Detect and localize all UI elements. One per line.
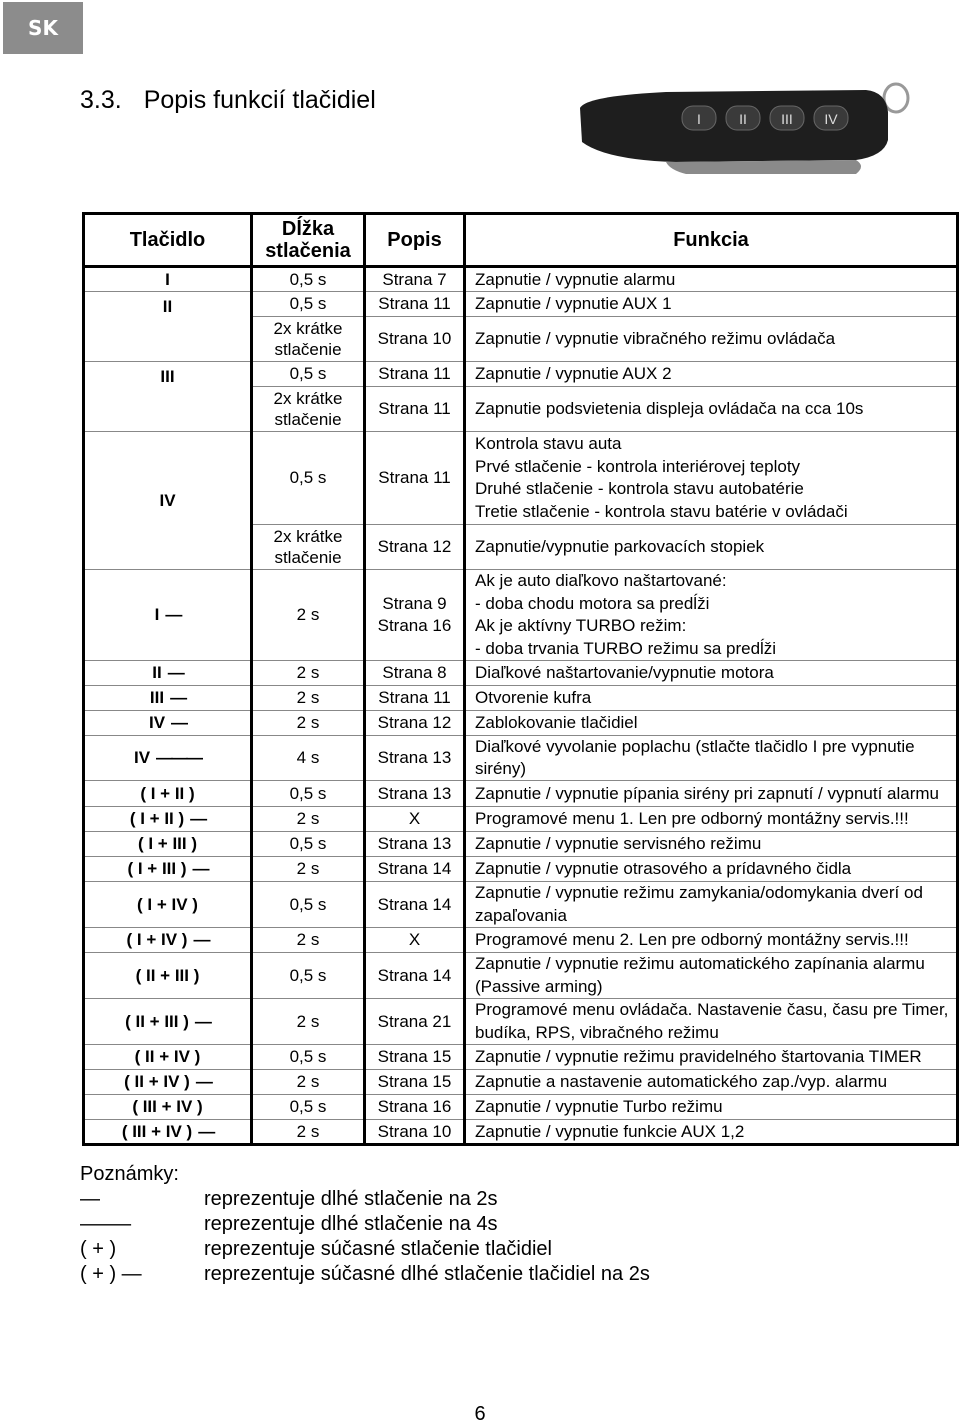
function-cell: Zapnutie podsvietenia displeja ovládača na cca 10s — [465, 387, 958, 432]
page-cell: Strana 9 Strana 16 — [365, 570, 465, 661]
table-row — [84, 953, 958, 999]
page-cell: Strana 12 — [365, 711, 465, 736]
duration-cell: 2 s — [252, 686, 365, 711]
header-duration: Dĺžka stlačenia — [252, 214, 365, 267]
button-label: ( III + IV ) — [121, 1121, 193, 1141]
button-cell — [84, 882, 252, 928]
function-cell: Zapnutie / vypnutie režimu pravidelného štartovania TIMER — [465, 1045, 958, 1070]
long-press-dash: — — [167, 663, 183, 682]
note-item — [80, 1212, 650, 1237]
function-cell: Zapnutie / vypnutie vibračného režimu ovládača — [465, 317, 958, 362]
page-cell: Strana 13 — [365, 736, 465, 781]
function-cell: Zapnutie / vypnutie režimu zamykania/odomykania dverí od zapaľovania — [465, 882, 958, 928]
table-row — [84, 1120, 958, 1145]
table-row — [84, 882, 958, 928]
page-cell: Strana 10 — [365, 1120, 465, 1145]
duration-cell: 2 s — [252, 807, 365, 832]
function-cell: Programové menu 2. Len pre odborný montážny servis.!!! — [465, 928, 958, 953]
function-cell: Zapnutie/vypnutie parkovacích stopiek — [465, 525, 958, 570]
page-cell: Strana 11 — [365, 292, 465, 317]
button-cell — [84, 781, 252, 807]
duration-cell: 2x krátke stlačenie — [252, 387, 365, 432]
page-cell: Strana 15 — [365, 1045, 465, 1070]
button-cell — [84, 1045, 252, 1070]
duration-cell: 0,5 s — [252, 292, 365, 317]
button-cell — [84, 362, 252, 432]
note-symbol: ( + ) — — [80, 1263, 142, 1285]
note-text: reprezentuje dlhé stlačenie na 2s — [204, 1188, 498, 1210]
duration-cell: 0,5 s — [252, 1045, 365, 1070]
long-press-dash: — — [195, 1072, 211, 1091]
duration-cell: 2 s — [252, 1070, 365, 1095]
long-press-dash: ——— — [156, 748, 202, 767]
header-function: Funkcia — [465, 214, 958, 267]
table-row — [84, 999, 958, 1045]
button-cell — [84, 928, 252, 953]
button-label: ( I + IV ) — [137, 894, 198, 914]
button-cell — [84, 999, 252, 1045]
table-row — [84, 686, 958, 711]
page-cell: Strana 16 — [365, 1095, 465, 1120]
duration-cell: 0,5 s — [252, 432, 365, 525]
page-cell: Strana 7 — [365, 267, 465, 292]
function-cell: Zapnutie / vypnutie otrasového a prídavného čidla — [465, 857, 958, 882]
table-row — [84, 362, 958, 387]
note-text: reprezentuje súčasné dlhé stlačenie tlačidiel na 2s — [204, 1263, 650, 1285]
button-label: IV — [133, 748, 151, 767]
section-heading — [80, 86, 376, 115]
duration-cell: 2x krátke stlačenie — [252, 525, 365, 570]
button-label: II — [152, 663, 162, 682]
button-cell — [84, 1120, 252, 1145]
button-cell — [84, 661, 252, 686]
svg-text:I: I — [697, 111, 701, 127]
svg-text:III: III — [781, 111, 793, 127]
long-press-dash: — — [193, 930, 209, 949]
page-cell: X — [365, 928, 465, 953]
button-label: ( II + III ) — [125, 1011, 189, 1031]
key-ring — [884, 84, 908, 112]
page-cell: Strana 13 — [365, 832, 465, 857]
note-text: reprezentuje dlhé stlačenie na 4s — [204, 1213, 498, 1235]
table-row — [84, 570, 958, 661]
duration-cell: 0,5 s — [252, 882, 365, 928]
page-cell: Strana 21 — [365, 999, 465, 1045]
note-symbol: — — [80, 1188, 100, 1210]
button-cell — [84, 686, 252, 711]
table-row — [84, 1095, 958, 1120]
table-header-row — [84, 214, 958, 267]
note-item — [80, 1187, 650, 1212]
table-row — [84, 432, 958, 525]
long-press-dash: — — [165, 605, 181, 624]
remote-control-image — [566, 70, 916, 210]
section-number: 3.3. — [80, 86, 122, 114]
notes-section — [80, 1162, 650, 1287]
header-page: Popis — [365, 214, 465, 267]
button-cell — [84, 1070, 252, 1095]
note-item — [80, 1237, 650, 1262]
page-cell: Strana 10 — [365, 317, 465, 362]
button-label: III — [149, 688, 165, 707]
page-cell: Strana 11 — [365, 432, 465, 525]
svg-text:II: II — [739, 111, 747, 127]
button-cell — [84, 267, 252, 292]
note-text: reprezentuje súčasné stlačenie tlačidiel — [204, 1238, 552, 1260]
table-row — [84, 928, 958, 953]
button-label: I — [165, 269, 170, 289]
duration-cell: 2 s — [252, 857, 365, 882]
function-cell: Ak je auto diaľkovo naštartované: - doba chodu motora sa predĺži Ak je aktívny TURBO režim: - doba trvania TURBO režimu sa predĺži — [465, 570, 958, 661]
page-cell: Strana 14 — [365, 857, 465, 882]
button-label: ( II + IV ) — [134, 1047, 201, 1066]
duration-cell: 0,5 s — [252, 832, 365, 857]
duration-cell: 2 s — [252, 570, 365, 661]
function-cell: Zapnutie a nastavenie automatického zap./vyp. alarmu — [465, 1070, 958, 1095]
button-label: ( I + II ) — [140, 783, 195, 803]
function-cell: Kontrola stavu auta Prvé stlačenie - kontrola interiérovej teploty Druhé stlačenie - kontrola stavu autobatérie Tretie stlačenie - kontrola stavu batérie v ovládači — [465, 432, 958, 525]
function-cell: Zapnutie / vypnutie alarmu — [465, 267, 958, 292]
duration-cell: 4 s — [252, 736, 365, 781]
duration-cell: 0,5 s — [252, 267, 365, 292]
duration-cell: 0,5 s — [252, 1095, 365, 1120]
section-title: Popis funkcií tlačidiel — [143, 86, 376, 114]
table-row — [84, 1045, 958, 1070]
table-row — [84, 832, 958, 857]
button-label: ( I + III ) — [127, 859, 187, 878]
table-row — [84, 1070, 958, 1095]
page-cell: Strana 12 — [365, 525, 465, 570]
table-row — [84, 711, 958, 736]
long-press-dash: — — [171, 713, 187, 732]
button-cell — [84, 570, 252, 661]
page-cell: Strana 11 — [365, 686, 465, 711]
button-label: III — [160, 367, 175, 386]
button-functions-table — [82, 212, 959, 1146]
function-cell: Zapnutie / vypnutie pípania sirény pri zapnutí / vypnutí alarmu — [465, 781, 958, 807]
page-number: 6 — [474, 1403, 486, 1425]
function-cell: Otvorenie kufra — [465, 686, 958, 711]
long-press-dash: — — [194, 1011, 210, 1031]
duration-cell: 2 s — [252, 711, 365, 736]
duration-cell: 2 s — [252, 1120, 365, 1145]
button-cell — [84, 432, 252, 570]
function-cell: Zapnutie / vypnutie AUX 1 — [465, 292, 958, 317]
function-cell: Zablokovanie tlačidiel — [465, 711, 958, 736]
remote-base — [666, 160, 861, 174]
function-cell: Programové menu ovládača. Nastavenie času, času pre Timer, budíka, RPS, vibračného režimu — [465, 999, 958, 1045]
button-label: II — [162, 297, 173, 316]
button-label: ( I + IV ) — [126, 930, 188, 949]
button-label: ( I + III ) — [137, 834, 198, 853]
duration-cell: 0,5 s — [252, 781, 365, 807]
button-label: I — [154, 605, 160, 624]
page-cell: Strana 11 — [365, 362, 465, 387]
button-label: IV — [159, 490, 176, 510]
page-cell: Strana 13 — [365, 781, 465, 807]
button-cell — [84, 736, 252, 781]
notes-title: Poznámky: — [80, 1163, 179, 1185]
page-cell: Strana 14 — [365, 882, 465, 928]
svg-text:IV: IV — [824, 111, 838, 127]
button-label: ( II + IV ) — [124, 1072, 190, 1091]
page-cell: Strana 15 — [365, 1070, 465, 1095]
duration-cell: 2 s — [252, 999, 365, 1045]
button-cell — [84, 953, 252, 999]
button-label: IV — [148, 713, 166, 732]
button-cell — [84, 857, 252, 882]
button-cell — [84, 292, 252, 362]
page-cell: Strana 11 — [365, 387, 465, 432]
long-press-dash: — — [192, 859, 208, 878]
note-symbol: ( + ) — [80, 1238, 117, 1260]
function-cell: Diaľkové vyvolanie poplachu (stlačte tlačidlo I pre vypnutie sirény) — [465, 736, 958, 781]
duration-cell: 2 s — [252, 661, 365, 686]
button-label: ( II + III ) — [135, 965, 200, 985]
function-cell: Zapnutie / vypnutie režimu automatického zapínania alarmu (Passive arming) — [465, 953, 958, 999]
table-row — [84, 857, 958, 882]
button-cell — [84, 711, 252, 736]
button-label: ( III + IV ) — [132, 1097, 203, 1116]
duration-cell: 2x krátke stlačenie — [252, 317, 365, 362]
page-cell: Strana 8 — [365, 661, 465, 686]
table-row — [84, 781, 958, 807]
duration-cell: 0,5 s — [252, 362, 365, 387]
button-cell — [84, 1095, 252, 1120]
note-symbol: ——– — [80, 1213, 132, 1235]
button-cell — [84, 807, 252, 832]
table-row — [84, 267, 958, 292]
function-cell: Diaľkové naštartovanie/vypnutie motora — [465, 661, 958, 686]
duration-cell: 2 s — [252, 928, 365, 953]
table-row — [84, 292, 958, 317]
language-badge: SK — [3, 2, 83, 54]
long-press-dash: — — [170, 688, 186, 707]
button-cell — [84, 832, 252, 857]
note-item — [80, 1262, 650, 1287]
function-cell: Zapnutie / vypnutie AUX 2 — [465, 362, 958, 387]
table-row — [84, 736, 958, 781]
function-cell: Programové menu 1. Len pre odborný montážny servis.!!! — [465, 807, 958, 832]
long-press-dash: — — [190, 809, 206, 828]
function-cell: Zapnutie / vypnutie funkcie AUX 1,2 — [465, 1120, 958, 1145]
table-row — [84, 807, 958, 832]
long-press-dash: — — [198, 1121, 214, 1141]
table-row — [84, 661, 958, 686]
function-cell: Zapnutie / vypnutie servisného režimu — [465, 832, 958, 857]
header-button: Tlačidlo — [84, 214, 252, 267]
button-label: ( I + II ) — [129, 809, 185, 828]
page-cell: Strana 14 — [365, 953, 465, 999]
function-cell: Zapnutie / vypnutie Turbo režimu — [465, 1095, 958, 1120]
page-cell: X — [365, 807, 465, 832]
duration-cell: 0,5 s — [252, 953, 365, 999]
